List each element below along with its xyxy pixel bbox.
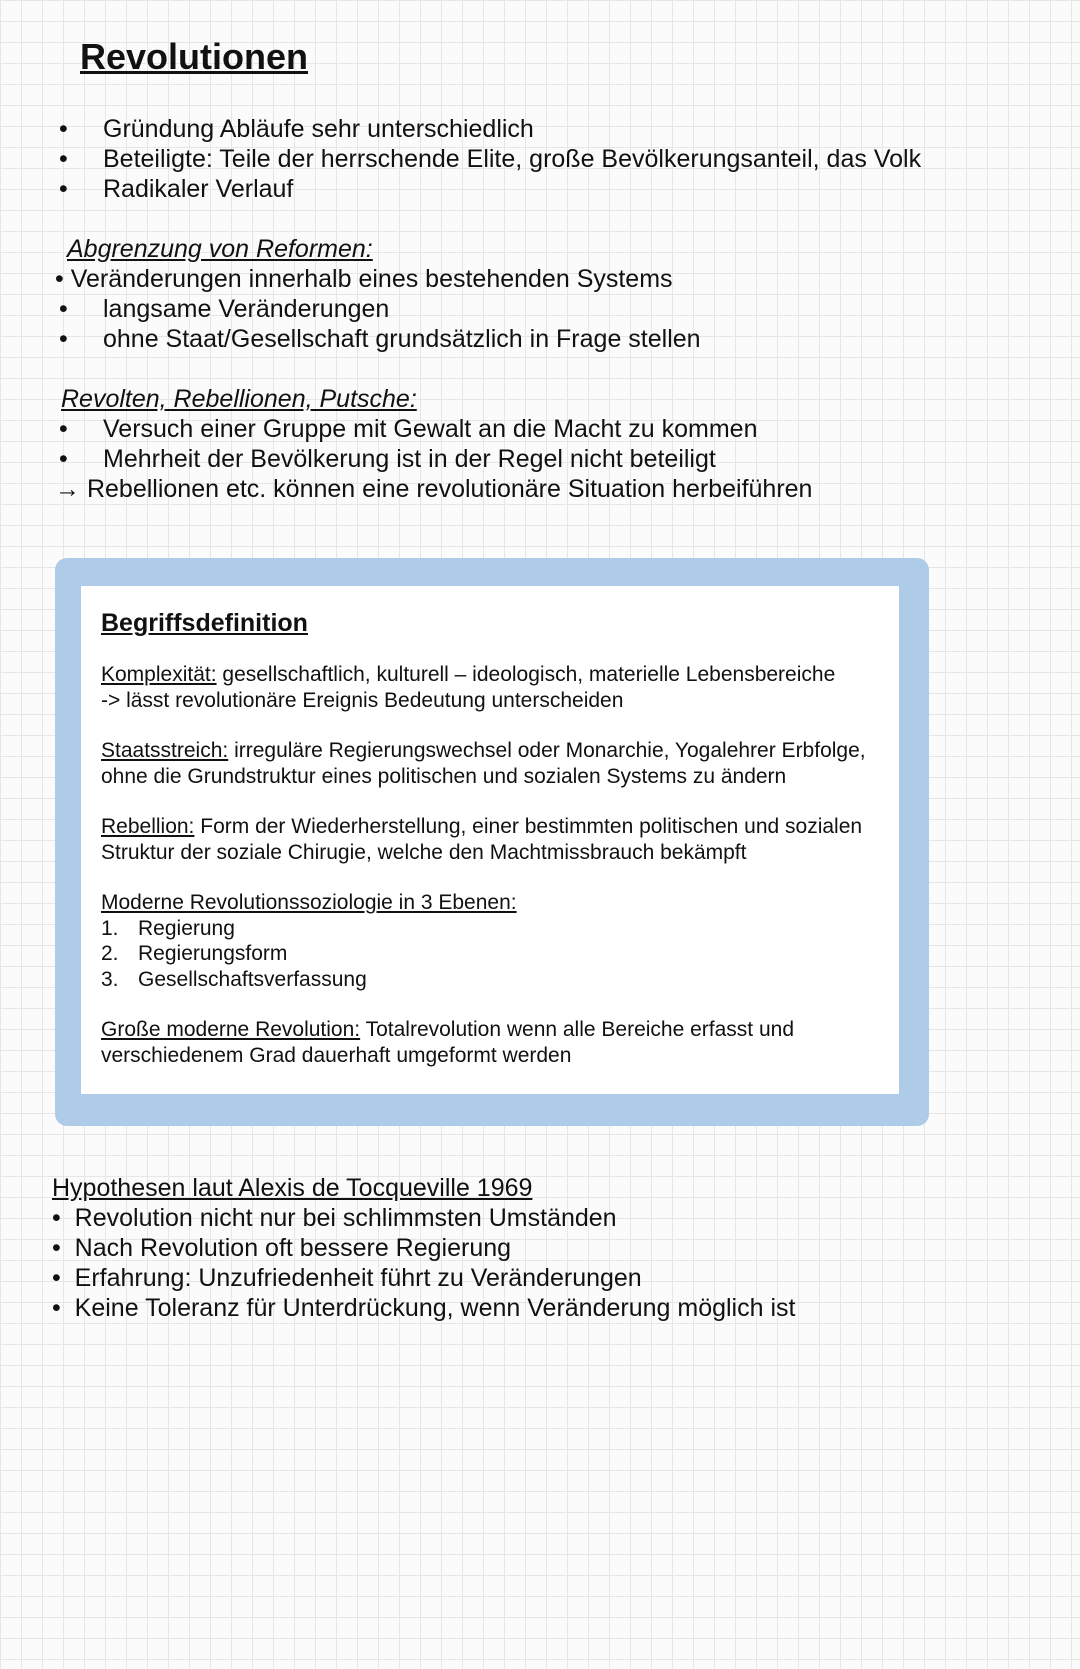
bullet: • — [59, 325, 68, 353]
reformen-section — [55, 234, 1055, 354]
list-item: 3. Gesellschaftsverfassung — [101, 967, 367, 991]
definition-term: Komplexität: — [101, 663, 217, 686]
list-item: • Nach Revolution oft bessere Regierung — [52, 1234, 512, 1262]
definition-term: Staatsstreich: — [101, 739, 229, 762]
ebenen-list — [101, 916, 879, 993]
bullet: • — [52, 1294, 61, 1322]
definition-box-inner — [81, 586, 899, 1094]
bullet: • — [52, 1234, 61, 1262]
revolten-section — [55, 384, 1055, 504]
bullet: • — [59, 175, 68, 203]
list-item: • Radikaler Verlauf — [59, 175, 294, 203]
bullet: • — [52, 1264, 61, 1292]
list-item: • Keine Toleranz für Unterdrückung, wenn Veränderung möglich ist — [52, 1294, 796, 1322]
intro-list — [55, 114, 1055, 204]
list-item: • Gründung Abläufe sehr unterschiedlich — [59, 115, 534, 143]
revolten-heading: Revolten, Rebellionen, Putsche: — [61, 385, 417, 413]
bullet: • — [59, 445, 68, 473]
hypothesen-section — [52, 1173, 1052, 1323]
list-item: • Versuch einer Gruppe mit Gewalt an die Macht zu kommen — [59, 415, 758, 443]
bullet: • — [59, 115, 68, 143]
bullet: • — [59, 145, 68, 173]
conclusion-line: → Rebellionen etc. können eine revolutionäre Situation herbeiführen — [55, 475, 813, 503]
bullet: • — [55, 265, 64, 293]
list-item: • Mehrheit der Bevölkerung ist in der Regel nicht beteiligt — [59, 445, 716, 473]
bullet: • — [59, 415, 68, 443]
list-item: • Veränderungen innerhalb eines bestehenden Systems — [55, 265, 673, 293]
arrow-icon: → — [55, 475, 80, 503]
definition-term: Große moderne Revolution: — [101, 1018, 361, 1041]
definition-komplexitaet: Komplexität: gesellschaftlich, kulturell – ideologisch, materielle Lebensbereiche -> lässt revolutionäre Ereignis Bedeutung unterscheiden — [101, 663, 836, 712]
definition-box — [55, 558, 929, 1126]
definition-term: Rebellion: — [101, 815, 195, 838]
page-title: Revolutionen — [80, 36, 309, 77]
definition-term: Moderne Revolutionssoziologie in 3 Ebenen: — [101, 891, 517, 914]
hypothesen-heading: Hypothesen laut Alexis de Tocqueville 1969 — [52, 1174, 533, 1202]
list-item: • ohne Staat/Gesellschaft grundsätzlich in Frage stellen — [59, 325, 701, 353]
list-item: • langsame Veränderungen — [59, 295, 390, 323]
definition-rebellion: Rebellion: Form der Wiederherstellung, einer bestimmten politischen und sozialen Struktur der soziale Chirugie, welche den Machtmissbrauch bekämpft — [101, 815, 863, 864]
bullet: • — [52, 1204, 61, 1232]
list-item: 1. Regierung — [101, 916, 235, 940]
list-item: 2. Regierungsform — [101, 942, 288, 965]
list-item: • Beteiligte: Teile der herrschende Elite, große Bevölkerungsanteil, das Volk — [59, 145, 922, 173]
list-item: • Revolution nicht nur bei schlimmsten Umständen — [52, 1204, 617, 1232]
bullet: • — [59, 295, 68, 323]
definition-title: Begriffsdefinition — [101, 609, 308, 637]
definition-staatsstreich: Staatsstreich: irreguläre Regierungswechsel oder Monarchie, Yogalehrer Erbfolge, ohne die Grundstruktur eines politischen und sozialen Systems zu ändern — [101, 739, 866, 788]
definition-grosse-revolution: Große moderne Revolution: Totalrevolution wenn alle Bereiche erfasst und verschiedenem Grad dauerhaft umgeformt werden — [101, 1018, 795, 1067]
definition-moderne — [101, 890, 879, 992]
reformen-heading: Abgrenzung von Reformen: — [67, 235, 373, 263]
list-item: • Erfahrung: Unzufriedenheit führt zu Veränderungen — [52, 1264, 642, 1292]
